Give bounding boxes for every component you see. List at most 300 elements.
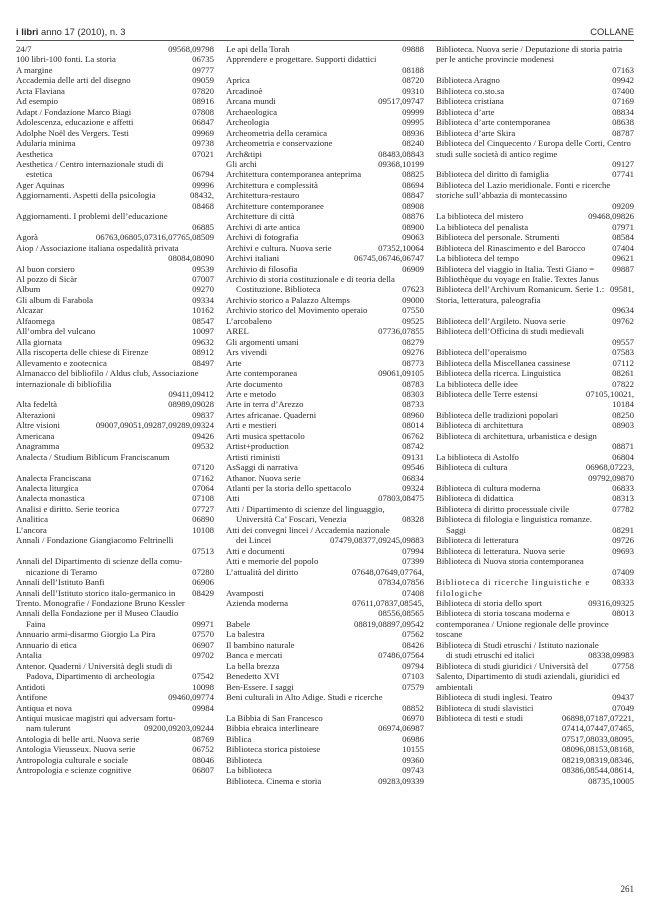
index-entry: [226, 96, 424, 106]
entry-title-continuation: 09200,09203,09244 nam tulerunt: [26, 723, 214, 734]
index-entry: [226, 640, 424, 650]
index-entry: [436, 264, 634, 285]
index-entry: [16, 452, 214, 473]
entry-number: 10098: [192, 681, 214, 692]
entry-number: 07108: [192, 493, 214, 504]
entry-number: 09738: [192, 138, 214, 149]
entry-title: Gli album di Farabola: [16, 294, 94, 305]
entry-title: Accademia delle arti del disegno: [16, 75, 131, 86]
index-entry: [226, 473, 424, 483]
index-entry: [436, 692, 634, 702]
header-rule: [16, 40, 634, 41]
index-entry: [16, 368, 214, 399]
entry-number: 06794: [192, 169, 214, 180]
entry-number: 06833: [612, 483, 634, 494]
entry-number: 06906: [192, 577, 214, 588]
entry-title: Antologia di belle arti. Nuova serie: [16, 733, 140, 744]
index-entry: [16, 264, 214, 274]
entry-title: Aprica: [226, 75, 250, 86]
entry-number-continuation: 10184: [612, 399, 634, 410]
entry-number: 08547: [192, 315, 214, 326]
index-entry: [16, 138, 214, 148]
entry-number: 07611,07837,08545,: [352, 598, 424, 609]
index-entry: [16, 337, 214, 347]
entry-number: 06745,06746,06747: [354, 253, 424, 264]
entry-number: 08250: [612, 409, 634, 420]
entry-title: Aggiornamenti. Aspetti della psicologia: [16, 190, 156, 201]
entry-number: 07103: [402, 671, 424, 682]
entry-title: Adularia minima: [16, 138, 76, 149]
entry-number: 08046: [192, 754, 214, 765]
index-entry: [226, 452, 424, 462]
entry-number: 08483,08843: [378, 148, 424, 159]
index-entry: [16, 180, 214, 190]
index-entry: [226, 211, 424, 221]
index-entry: [436, 368, 634, 378]
index-entry: [226, 567, 424, 588]
entry-number-continuation: 08386,08544,08614,: [561, 765, 634, 776]
index-entry: [436, 577, 634, 598]
entry-number: 08916: [192, 96, 214, 107]
index-entry: [16, 640, 214, 650]
entry-number: 07648,07649,07764,: [351, 566, 424, 577]
index-entry: [436, 462, 634, 483]
entry-title: L’ancora: [16, 524, 47, 535]
index-entry: [226, 619, 424, 629]
entry-title-continuation: 08328 Università Ca’ Foscari, Venezia: [236, 514, 424, 525]
entry-title: Annali / Fondazione Giangiacomo Feltrinelli: [16, 535, 174, 546]
entry-number: 06752: [192, 744, 214, 755]
index-entry: [16, 54, 214, 64]
entry-number: 09794: [402, 660, 424, 671]
index-entry: [16, 117, 214, 127]
index-entry: [16, 211, 214, 232]
entry-title: Arte contemporanea: [226, 368, 298, 379]
index-entry: [16, 629, 214, 639]
entry-number: 06804: [612, 451, 634, 462]
entry-title: Arte: [226, 357, 242, 368]
entry-title: Antifone: [16, 692, 48, 703]
entry-number-continuation: 07414,07447,07465,: [561, 723, 634, 734]
entry-title: Artist+production: [226, 441, 289, 452]
entry-number: 07021: [192, 148, 214, 159]
entry-number: 07623: [402, 284, 424, 295]
index-entry: [436, 117, 634, 127]
index-entry: [16, 274, 214, 284]
entry-number-continuation: 08096,08153,08168,: [561, 744, 634, 755]
entry-title: Annuario armi-disarmo Giorgio La Pira: [16, 629, 156, 640]
index-entry: [226, 243, 424, 253]
entry-number: 08900: [402, 221, 424, 232]
entry-title: Biblioteca della Miscellanea cassinese: [436, 357, 571, 368]
entry-number: 07803,08475: [378, 493, 424, 504]
index-entry: [16, 514, 214, 524]
entry-number: 07727: [192, 503, 214, 514]
index-entry: [436, 389, 634, 410]
entry-title-continuation: 08291 Saggi: [446, 524, 634, 535]
entry-number-continuation: 09557: [612, 336, 634, 347]
entry-number: 08783: [402, 378, 424, 389]
entry-title: Americana: [16, 430, 55, 441]
entry-title: Arte in terra d’Arezzo: [226, 399, 304, 410]
entry-title: L’arcobaleno: [226, 315, 272, 326]
entry-number: 09283,09339: [378, 775, 424, 786]
entry-number: 09131: [402, 451, 424, 462]
entry-number: 09460,09774: [168, 692, 214, 703]
entry-title: AREL: [226, 326, 249, 337]
entry-title: Archivi di arte antica: [226, 221, 301, 232]
index-column-2: [226, 44, 424, 786]
index-entry: [226, 326, 424, 336]
entry-title: Arte documento: [226, 378, 283, 389]
index-entry: [226, 493, 424, 503]
entry-title: Biblioteca di storia dello sport: [436, 598, 542, 609]
entry-title: Arti musica spettacolo: [226, 430, 305, 441]
entry-title: Analisi e diritto. Serie teorica: [16, 503, 120, 514]
entry-title: Atti: [226, 493, 240, 504]
entry-title: Biblioteca della ricerca. Linguistica: [436, 368, 561, 379]
entry-title: Biblioteca di architettura: [436, 420, 523, 431]
entry-title: Architetture contemporanee: [226, 200, 324, 211]
index-entry: [436, 598, 634, 608]
index-entry: [226, 169, 424, 179]
entry-number: 10162: [192, 305, 214, 316]
entry-title: Archeometria e conservazione: [226, 138, 333, 149]
entry-number: 09546: [402, 462, 424, 473]
entry-number: 08720: [402, 75, 424, 86]
entry-number: 07542: [192, 671, 214, 682]
entry-title-continuation: 09971 Faina: [26, 618, 214, 629]
entry-number: 06974,06987: [378, 723, 424, 734]
entry-title: Antiqui musicae magistri qui adversam fortu-: [16, 713, 176, 723]
entry-title: Alla giornata: [16, 336, 62, 347]
entry-title: Biblioteca di letteratura: [436, 535, 519, 546]
entry-number: 07583: [612, 347, 634, 358]
index-entry: [436, 232, 634, 242]
entry-title: Beni culturali in Alto Adige. Studi e ricerche: [226, 692, 383, 703]
index-entry: [16, 159, 214, 180]
entry-title: Biblioteca Aragno: [436, 75, 500, 86]
entry-number-continuation: 09792,09870: [588, 472, 634, 483]
index-entry: [226, 190, 424, 200]
entry-number: 09200,09203,09244: [144, 723, 214, 734]
entry-number: 08960: [402, 409, 424, 420]
index-entry: [226, 253, 424, 263]
index-entry: [16, 755, 214, 765]
index-entry: [226, 159, 424, 169]
entry-title: Biblica: [226, 733, 252, 744]
entry-number-continuation: 09209: [612, 200, 634, 211]
entry-title: Biblioteca dell’operaismo: [436, 347, 527, 358]
entry-title: A margine: [16, 64, 53, 75]
entry-number: 09334: [192, 294, 214, 305]
entry-title: Biblioteca di Studi etruschi / Istituto nazionale: [436, 639, 599, 650]
index-entry: [226, 556, 424, 566]
entry-number: 06807: [192, 765, 214, 776]
entry-number: 09525: [402, 315, 424, 326]
index-entry: [226, 629, 424, 639]
entry-title: All’ombra del vulcano: [16, 326, 96, 337]
entry-number: 09316,09325: [588, 598, 634, 609]
index-entry: [226, 671, 424, 681]
entry-title: La biblioteca del penalista: [436, 221, 529, 232]
index-entry: [436, 420, 634, 430]
index-entry: [226, 358, 424, 368]
index-entry: [226, 692, 424, 713]
entry-number-continuation: 07834,07856: [378, 577, 424, 588]
entry-title: Banca e mercati: [226, 650, 283, 661]
entry-title: Artes africanae. Quaderni: [226, 409, 317, 420]
index-entry: [226, 274, 424, 295]
entry-title: Babele: [226, 618, 251, 629]
index-entry: [226, 776, 424, 786]
entry-title: Antropologia culturale e sociale: [16, 754, 129, 765]
entry-title: Arte e metodo: [226, 388, 277, 399]
entry-number: 08876: [402, 211, 424, 222]
entry-title: Biblioteca d’arte Skira: [436, 127, 516, 138]
entry-title: Archeometria della ceramica: [226, 127, 328, 138]
entry-title: Benedetto XVI: [226, 671, 280, 682]
index-entry: [16, 577, 214, 587]
index-entry: [16, 692, 214, 702]
entry-title: Archivi italiani: [226, 253, 280, 264]
entry-title: Almanacco del bibliofilo / Aldus club, Associazione internazionale di bibliofilia: [16, 368, 199, 389]
entry-title: Gli argomenti umani: [226, 336, 299, 347]
entry-number: 09942: [612, 75, 634, 86]
index-entry: [226, 264, 424, 274]
index-entry: [226, 598, 424, 619]
entry-title: Adolescenza, educazione e affetti: [16, 117, 134, 128]
index-entry: [226, 734, 424, 744]
index-entry: [16, 190, 214, 211]
entry-title: Architetture di città: [226, 211, 295, 222]
index-entry: [436, 180, 634, 211]
entry-title: Ad esempio: [16, 96, 59, 107]
index-entry: [226, 86, 424, 96]
entry-number-continuation: 08084,08090: [168, 253, 214, 264]
index-entry: [226, 379, 424, 389]
entry-number: 09310: [402, 85, 424, 96]
entry-title-continuation: 07623 Costituzione. Biblioteca: [236, 284, 424, 295]
index-entry: [436, 493, 634, 503]
entry-number: 08733: [402, 399, 424, 410]
index-entry: [436, 713, 634, 786]
entry-title-continuation: 07280 nicazione di Teramo: [26, 566, 214, 577]
index-entry: [16, 473, 214, 483]
entry-title: Archivio storico del Movimento operaio: [226, 305, 368, 316]
index-entry: [226, 305, 424, 315]
index-entry: [436, 96, 634, 106]
entry-number: 08261: [612, 368, 634, 379]
index-entry: [226, 180, 424, 190]
entry-number: 07486,07564: [378, 650, 424, 661]
entry-number-continuation: 07513: [192, 545, 214, 556]
index-entry: [436, 86, 634, 96]
entry-title: Album: [16, 284, 41, 295]
entry-number: 09984: [192, 702, 214, 713]
index-entry: [16, 650, 214, 660]
index-entry: [436, 169, 634, 179]
journal-title: i libri anno 17 (2010), n. 3: [16, 26, 126, 37]
entry-number-continuation: 06885: [192, 221, 214, 232]
entry-number: 08338,09983: [588, 650, 634, 661]
index-entry: [226, 410, 424, 420]
entry-number: 09426: [192, 430, 214, 441]
entry-title: Arcadinoè: [226, 85, 263, 96]
index-entry: [16, 305, 214, 315]
entry-number: 07399: [402, 556, 424, 567]
entry-title: Archaeologica: [226, 106, 278, 117]
entry-number: 08333: [612, 577, 634, 588]
entry-number: 08908: [402, 200, 424, 211]
entry-number: 07736,07855: [378, 326, 424, 337]
index-entry: [436, 483, 634, 493]
entry-title: Anagramma: [16, 441, 60, 452]
entry-number-continuation: 07409: [612, 566, 634, 577]
entry-number: 08291: [612, 524, 634, 535]
index-entry: [226, 723, 424, 733]
entry-title: Biblioteca d’arte contemporanea: [436, 117, 551, 128]
entry-title: Aesthetica / Centro internazionale studi di: [16, 158, 164, 169]
entry-title: Agorà: [16, 232, 38, 243]
index-entry: [226, 138, 424, 148]
entry-number: 09063: [402, 232, 424, 243]
entry-title: Architettura e complessità: [226, 179, 318, 190]
entry-title: Alta fedeltà: [16, 399, 58, 410]
entry-number: 08014: [402, 420, 424, 431]
entry-title: Analecta / Studium Biblicum Franciscanum: [16, 451, 170, 462]
entry-title: La biblioteca di Astolfo: [436, 451, 519, 462]
entry-title: Alcazar: [16, 305, 44, 316]
entry-title: Biblioteca di studi inglesi. Teatro: [436, 692, 553, 703]
entry-title: Atti e memorie del popolo: [226, 556, 319, 567]
entry-number: 08819,08897,09542: [354, 618, 424, 629]
entry-title: Biblioteca delle Terre estensi: [436, 388, 538, 399]
entry-number: 06890: [192, 514, 214, 525]
entry-number: 07971: [612, 221, 634, 232]
index-entry: [436, 546, 634, 556]
index-entry: [436, 44, 634, 75]
entry-number-continuation: 08852: [402, 702, 424, 713]
entry-title: 24/7: [16, 44, 32, 54]
entry-title: Archivio di storia costituzionale e di teoria della: [226, 273, 395, 284]
entry-title: Le api della Torah: [226, 44, 290, 54]
entry-title: Arch&tipi: [226, 148, 262, 159]
index-entry: [436, 556, 634, 577]
entry-title: Analecta Franciscana: [16, 472, 92, 483]
entry-number: 10097: [192, 326, 214, 337]
entry-number: 09632: [192, 336, 214, 347]
entry-number: 08240: [402, 138, 424, 149]
entry-number: 08847: [402, 190, 424, 201]
entry-number: 08328: [402, 514, 424, 525]
entry-number: 07112: [612, 357, 634, 368]
entry-number: 09837: [192, 409, 214, 420]
entry-title: Annali dell’Istituto storico italo-germanico in Trento. Monografie / Fondazione Bruno Kessler: [16, 587, 185, 609]
index-entry: [16, 44, 214, 54]
index-entry: [16, 65, 214, 75]
entry-number: 09621: [612, 253, 634, 264]
entry-number: 09061,09105: [378, 368, 424, 379]
entry-title: Archeologia: [226, 117, 270, 128]
entry-number: 06907: [192, 639, 214, 650]
entry-number: 07562: [402, 629, 424, 640]
entry-title: Alfaomega: [16, 315, 55, 326]
entry-title: Ager Aquinas: [16, 179, 65, 190]
entry-title: Annali della Fondazione per il Museo Claudio: [16, 608, 179, 619]
entry-title: Gli archi: [226, 158, 257, 169]
entry-number: 07408: [402, 587, 424, 598]
entry-number: 08936: [402, 127, 424, 138]
entry-number-continuation: 08468: [192, 200, 214, 211]
index-entry: [16, 149, 214, 159]
entry-number: 08429: [192, 587, 214, 598]
entry-title: Athanor. Nuova serie: [226, 472, 301, 483]
entry-number: 09888: [402, 44, 424, 54]
entry-number: 08279: [402, 336, 424, 347]
index-entry: [226, 149, 424, 159]
entry-title: Biblioteca del diritto di famiglia: [436, 169, 549, 180]
index-entry: [436, 379, 634, 389]
entry-title: Ben-Essere. I saggi: [226, 681, 294, 692]
index-entry: [16, 284, 214, 294]
entry-title: Archivi e cultura. Nuova serie: [226, 242, 332, 253]
entry-title: La bella brezza: [226, 660, 280, 671]
index-entry: [16, 96, 214, 106]
entry-title: Archivio di filosofia: [226, 263, 298, 274]
index-entry: [226, 765, 424, 775]
index-entry: [16, 420, 214, 430]
entry-title: Biblioteca: [226, 754, 262, 765]
entry-number: 08497: [192, 357, 214, 368]
index-entry: [226, 232, 424, 242]
entry-number: 07808: [192, 106, 214, 117]
index-entry: [436, 243, 634, 253]
entry-title: Biblioteca di filologia e linguistica romanze.: [436, 514, 592, 525]
entry-title: Biblioteca di cultura moderna: [436, 483, 541, 494]
entry-number-continuation: 08871: [612, 441, 634, 452]
entry-title: Azienda moderna: [226, 598, 288, 609]
entry-title: Biblioteca di letteratura. Nuova serie: [436, 545, 566, 556]
entry-number: 09969: [192, 127, 214, 138]
index-entry: [436, 703, 634, 713]
entry-title: Biblioteca cristiana: [436, 96, 504, 107]
entry-number: 08432,: [189, 190, 214, 201]
index-entry: [226, 368, 424, 378]
index-entry: [436, 75, 634, 85]
entry-number-continuation: 09127: [612, 158, 634, 169]
entry-title-continuation: 07542 Padova, Dipartimento di archeologia: [26, 671, 214, 682]
entry-title: Atti dei convegni lincei / Accademia nazionale: [226, 524, 390, 535]
entry-title: Aggiornamenti. I problemi dell’educazione: [16, 211, 168, 222]
entry-number: 08825: [402, 169, 424, 180]
entry-title: Apprendere e progettare. Supporti didattici: [226, 54, 377, 65]
index-entry: [436, 431, 634, 452]
entry-number: 09971: [192, 618, 214, 629]
entry-number: 08694: [402, 179, 424, 190]
entry-title: Avamposti: [226, 587, 264, 598]
entry-title: La Bibbia di San Francesco: [226, 713, 323, 723]
entry-title: Biblioteca di diritto processuale civile: [436, 503, 570, 514]
entry-title: Architettura contemporanea anteprima: [226, 169, 362, 180]
entry-number-continuation: 07163: [612, 64, 634, 75]
entry-title: La balestra: [226, 629, 265, 640]
entry-number: 09702: [192, 650, 214, 661]
index-entry: [226, 337, 424, 347]
entry-number: 08834: [612, 106, 634, 117]
entry-number: 07822: [612, 378, 634, 389]
entry-number: 07064: [192, 483, 214, 494]
